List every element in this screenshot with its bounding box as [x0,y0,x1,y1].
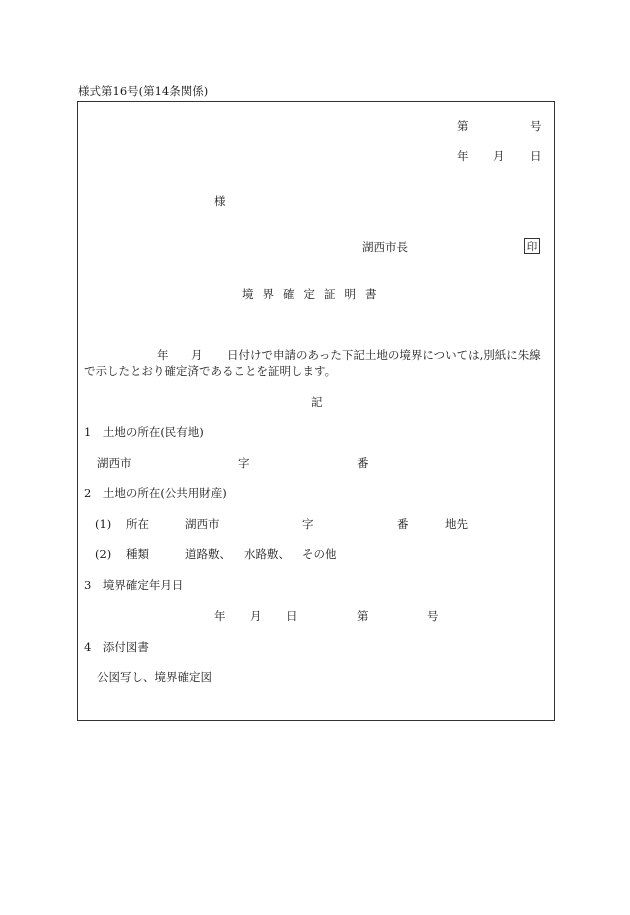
body-line-1: 日付けで申請のあった下記土地の境界については,別紙に朱線 [227,348,541,362]
section-3-number-suffix: 号 [427,609,439,623]
body-line-2: で示したとおり確定済であることを証明します。 [84,364,337,378]
section-1-heading: 1 土地の所在(民有地) [84,425,204,439]
section-3-number-prefix: 第 [357,609,369,623]
form-number: 様式第16号(第14条関係) [78,84,209,98]
section-4-attachments: 公図写し、境界確定図 [97,670,212,684]
section-2-item-2-label: 種類 [126,547,149,561]
section-2-item-2-option-other: その他 [302,547,337,561]
section-3-month: 月 [250,609,262,623]
seal-mark: 印 [524,238,540,254]
section-2-item-1-label: 所在 [126,517,149,531]
date-day-label: 日 [530,149,542,163]
section-3-heading: 3 境界確定年月日 [84,578,184,592]
section-2-item-2-number: (2) [95,547,112,561]
section-2-item-1-aza: 字 [302,517,314,531]
doc-number-prefix: 第 [457,119,469,133]
section-3-year: 年 [214,609,226,623]
date-month-label: 月 [493,149,505,163]
document-title: 境界確定証明書 [242,287,386,301]
section-1-ban: 番 [357,456,369,470]
section-2-item-1-number: (1) [95,517,112,531]
certificate-form-frame [77,101,555,721]
addressee-honorific: 様 [214,194,226,208]
issuer-name: 湖西市長 [362,240,408,254]
body-month-label: 月 [191,348,203,362]
section-2-item-1-ban: 番 [397,517,409,531]
section-2-item-2-option-waterway: 水路敷、 [244,547,290,561]
date-year-label: 年 [457,149,469,163]
section-2-item-2-option-road: 道路敷、 [185,547,231,561]
section-2-heading: 2 土地の所在(公共用財産) [84,486,227,500]
section-4-heading: 4 添付図書 [84,640,149,654]
body-year-label: 年 [157,348,169,362]
doc-number-suffix: 号 [530,119,542,133]
section-1-city: 湖西市 [97,456,132,470]
section-3-day: 日 [286,609,298,623]
section-1-aza: 字 [238,456,250,470]
section-2-item-1-city: 湖西市 [185,517,220,531]
section-2-item-1-saki: 地先 [445,517,468,531]
ki-heading: 記 [311,395,323,409]
